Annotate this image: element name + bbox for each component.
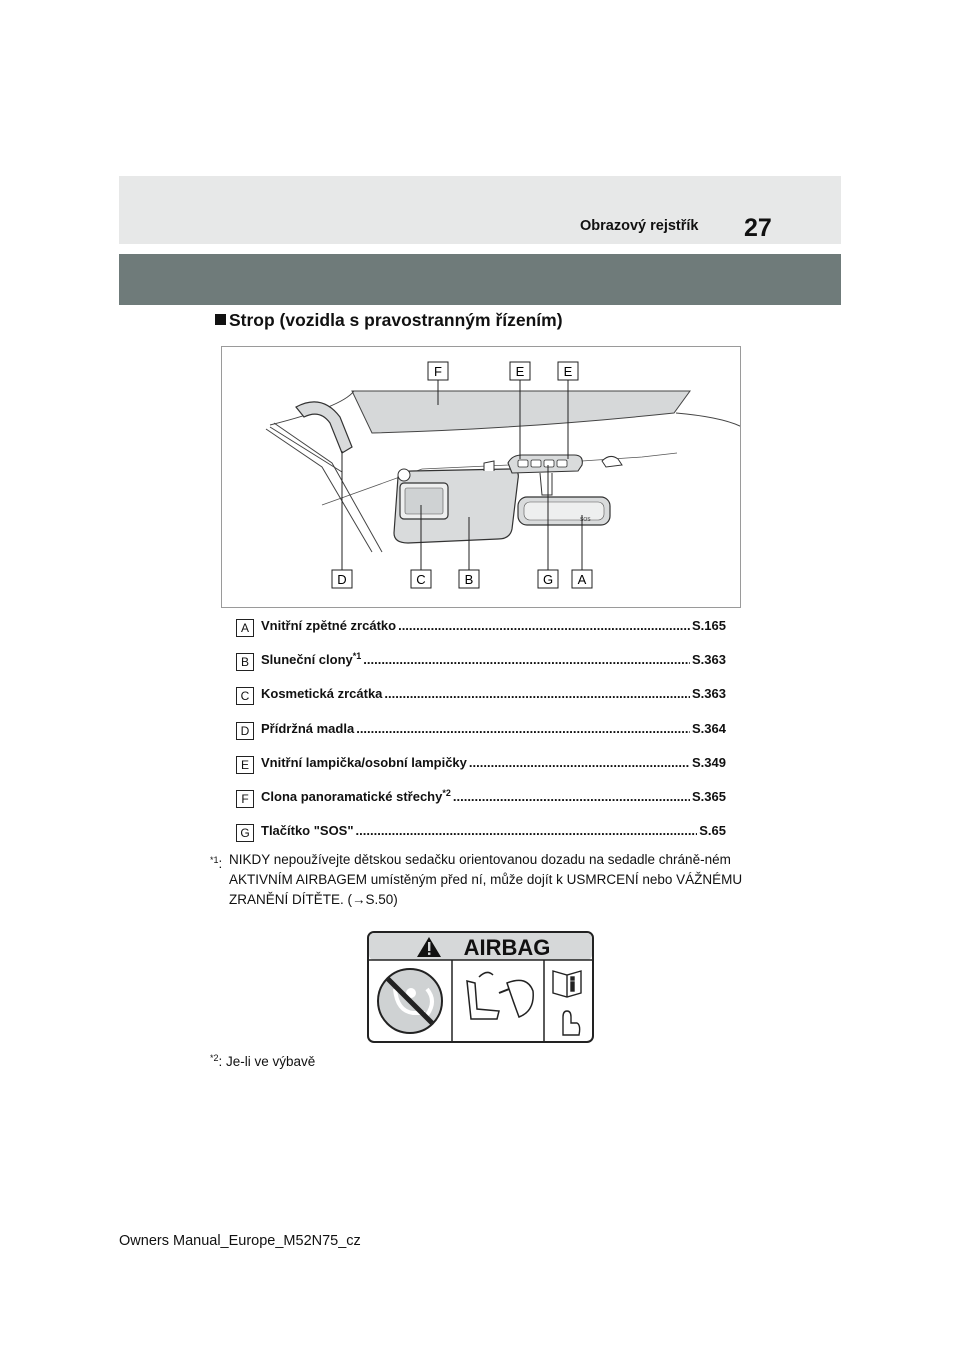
a-pillar <box>266 423 382 552</box>
section-heading <box>215 310 563 331</box>
item-label: Kosmetická zrcátka <box>261 686 383 702</box>
item-letter-badge: D <box>236 722 254 740</box>
callout-e1: E <box>515 364 525 379</box>
page-reference[interactable]: S.363 <box>692 652 726 668</box>
dot-leader <box>398 618 690 633</box>
callout-e2: E <box>563 364 573 379</box>
footnote-text: Je-li ve výbavě <box>226 1054 316 1069</box>
callout-d: D <box>337 572 347 587</box>
panoramic-roof <box>352 391 690 433</box>
footnote-mark: $^{*1}$: <box>210 855 223 871</box>
item-letter-badge: C <box>236 687 254 705</box>
item-letter-badge: A <box>236 619 254 637</box>
footnote-text: NIKDY nepoužívejte dětskou sedačku orientovanou dozadu na sedadle chráně-ném AKTIVNÍM AIRBAGEM umístěným před ní, může dojít k USMRCENÍ nebo VÁŽNÉMU ZRANĚNÍ DÍTĚTE. (→S.50) <box>229 852 743 907</box>
list-item <box>236 685 726 719</box>
header-dark-band <box>119 254 841 305</box>
prohibited-child-seat-icon <box>378 969 442 1033</box>
list-item <box>236 754 726 788</box>
list-item <box>236 720 726 754</box>
coat-hook <box>602 456 622 467</box>
dot-leader <box>356 721 690 736</box>
grab-handle <box>296 402 352 453</box>
page-number: 27 <box>744 214 772 242</box>
item-letter-badge: F <box>236 790 254 808</box>
list-item <box>236 617 726 651</box>
footnote-1 <box>210 850 750 910</box>
dot-leader <box>356 823 698 838</box>
dot-leader <box>384 686 690 701</box>
page-reference[interactable]: S.65 <box>699 823 726 839</box>
airbag-title: AIRBAG <box>463 935 551 960</box>
airbag-warning-label <box>367 931 594 1043</box>
square-bullet-icon <box>215 314 226 325</box>
page-reference[interactable]: S.364 <box>692 720 726 736</box>
item-label: Vnitřní lampička/osobní lampičky <box>261 754 467 770</box>
item-label: Přídržná madla <box>261 720 355 736</box>
item-letter-badge: B <box>236 653 254 671</box>
callout-g: G <box>542 572 554 587</box>
callout-c: C <box>416 572 426 587</box>
ceiling-drawing <box>222 347 740 607</box>
document-footer: Owners Manual_Europe_M52N75_cz <box>119 1233 361 1249</box>
item-label: Clona panoramatické střechy$^{*2}$ <box>261 787 451 804</box>
page-reference[interactable]: S.349 <box>692 754 726 770</box>
mirror-stem <box>540 473 552 495</box>
header-band <box>119 176 841 244</box>
item-list <box>236 617 726 856</box>
item-letter-badge: G <box>236 824 254 842</box>
heading-text: Strop (vozidla s pravostranným řízením) <box>229 310 563 330</box>
visor-hinge <box>484 461 494 471</box>
dot-leader <box>453 789 690 804</box>
callout-b: B <box>464 572 474 587</box>
page-reference[interactable]: S.365 <box>692 788 726 804</box>
list-item <box>236 651 726 685</box>
item-letter-badge: E <box>236 756 254 774</box>
section-title: Obrazový rejstřík <box>580 218 699 234</box>
callout-a: A <box>577 572 587 587</box>
callout-f: F <box>434 364 442 379</box>
footnote-mark: *2 <box>210 1053 219 1063</box>
dot-leader <box>363 652 690 667</box>
list-item <box>236 788 726 822</box>
dot-leader <box>469 755 690 770</box>
item-label: Tlačítko "SOS" <box>261 823 354 839</box>
item-label: Sluneční clony$^{*1}$ <box>261 651 362 668</box>
airbag-label-drawing <box>367 931 594 1043</box>
ceiling-illustration <box>221 346 741 608</box>
item-label: Vnitřní zpětné zrcátko <box>261 618 397 633</box>
footnote-2: $^{*2}$: Je-li ve výbavě <box>210 1053 316 1069</box>
mirror-sos-text: SOS <box>580 517 591 523</box>
page-reference[interactable]: S.165 <box>692 618 726 633</box>
page-reference[interactable]: S.363 <box>692 686 726 702</box>
